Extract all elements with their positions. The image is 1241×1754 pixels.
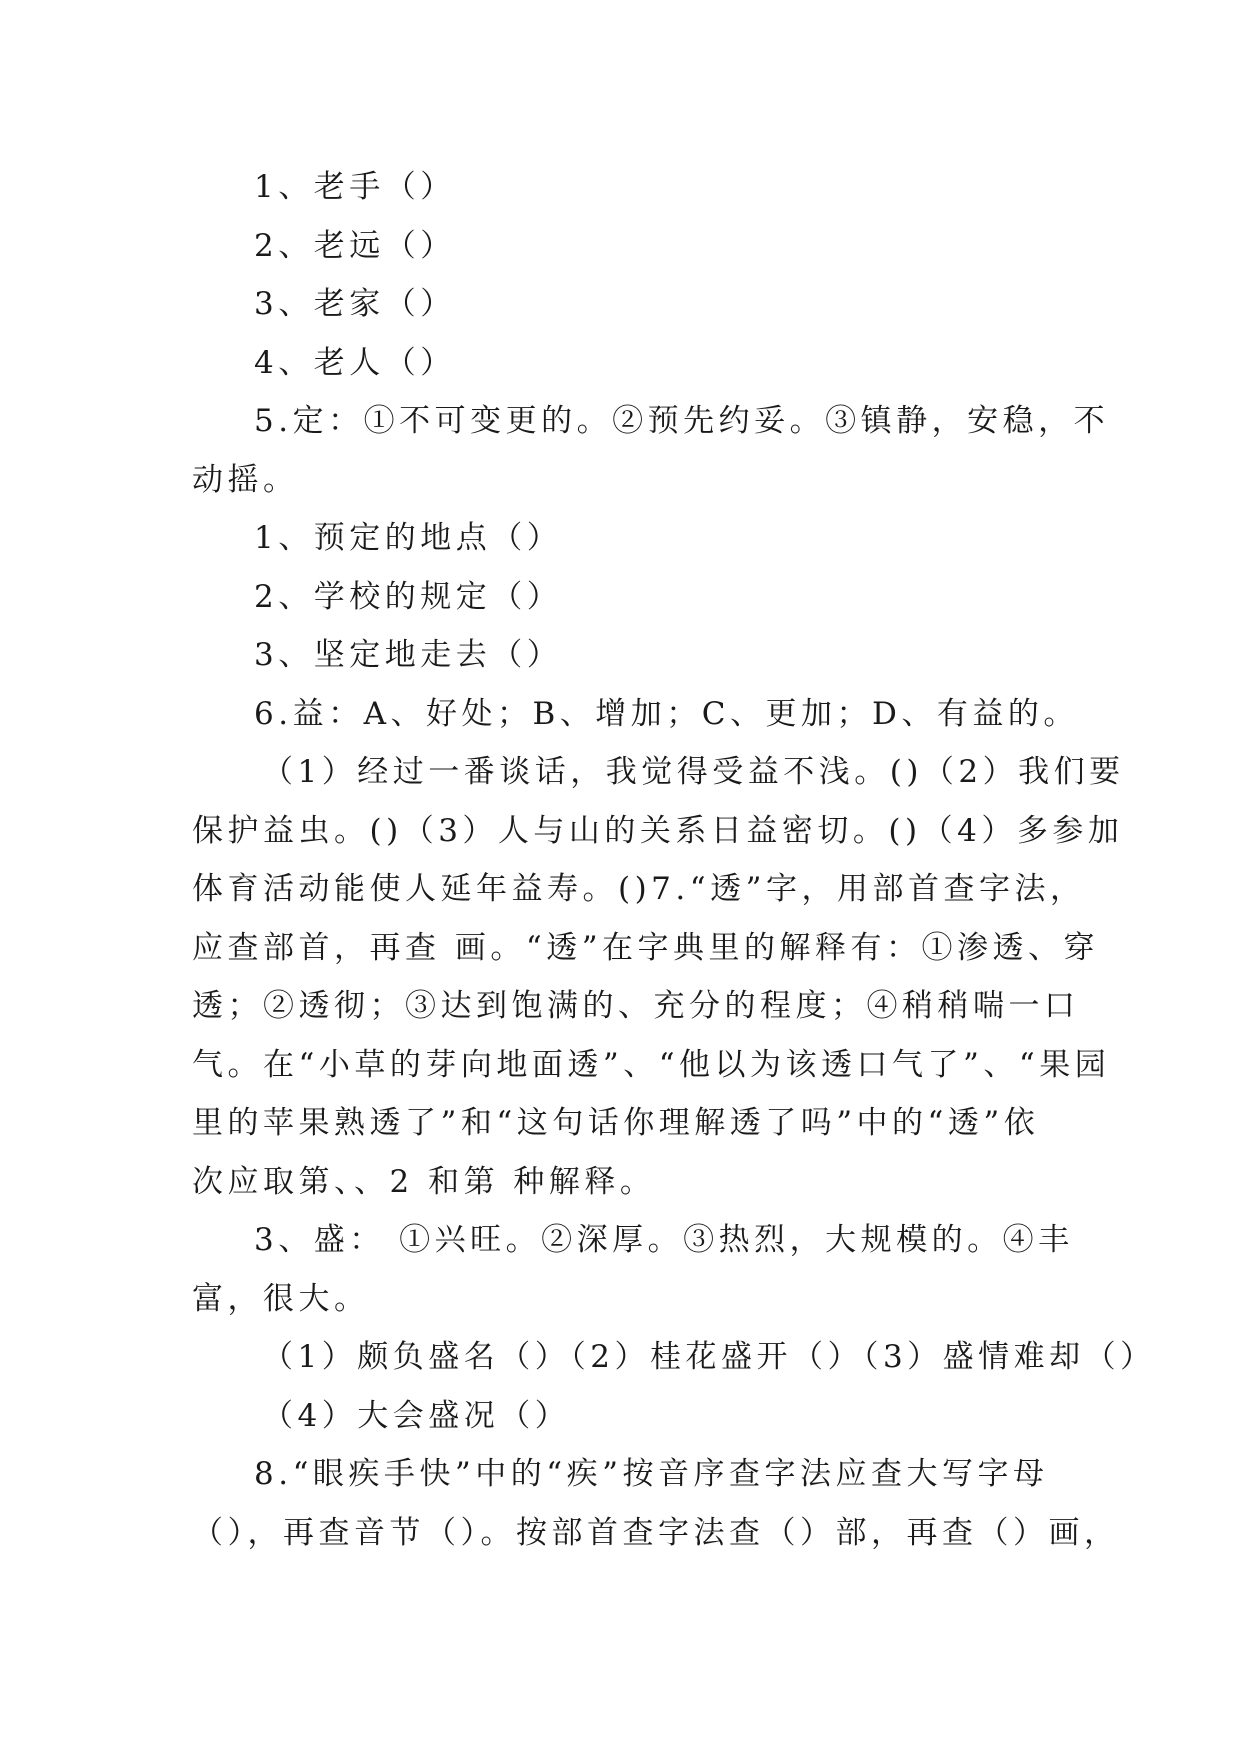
text-line: 8.“眼疾手快”中的“疾”按音序查字法应查大写字母: [254, 1456, 1049, 1492]
text-line: 1、预定的地点（）: [254, 520, 563, 556]
text-line: 体育活动能使人延年益寿。()7.“透”字，用部首查字法，: [192, 871, 1086, 907]
document-body: [192, 158, 1156, 1562]
text-line: 3、盛： ①兴旺。②深厚。③热烈，大规模的。④丰: [254, 1222, 1074, 1258]
text-line: 次应取第、、2 和第 种解释。: [192, 1163, 656, 1200]
text-line: 富，很大。: [192, 1280, 370, 1317]
text-line: 气。在“小草的芽向地面透”、“他以为该透口气了”、“果园: [192, 1046, 1111, 1083]
text-line: 里的苹果熟透了”和“这句话你理解透了吗”中的“透”依: [192, 1105, 1040, 1141]
text-line: （4）大会盛况（）: [262, 1397, 571, 1434]
text-line: 3、老家（）: [254, 286, 456, 322]
text-line: 保护益虫。()（3）人与山的关系日益密切。()（4）多参加: [192, 812, 1124, 849]
text-line: 4、老人（）: [254, 344, 456, 381]
text-line: 应查部首，再查 画。“透”在字典里的解释有：①渗透、穿: [192, 929, 1100, 966]
text-line: （），再查音节（）。按部首查字法查（）部，再查（）画，: [192, 1514, 1120, 1551]
text-line: 6.益：A、好处；B、增加；C、更加；D、有益的。: [254, 695, 1079, 732]
text-line: 透；②透彻；③达到饱满的、充分的程度；④稍稍喘一口: [192, 988, 1080, 1024]
text-line: 1、老手（）: [254, 169, 456, 205]
text-line: 5.定：①不可变更的。②预先约妥。③镇静，安稳，不: [254, 403, 1110, 439]
text-line: 动摇。: [192, 461, 299, 498]
text-line: （1）经过一番谈话，我觉得受益不浅。()（2）我们要: [262, 754, 1125, 790]
text-line: 3、坚定地走去（）: [254, 637, 563, 673]
text-line: 2、学校的规定（）: [254, 578, 563, 615]
text-line: （1）颇负盛名（）（2）桂花盛开（）（3）盛情难却（）: [262, 1339, 1156, 1375]
text-line: 2、老远（）: [254, 227, 456, 264]
